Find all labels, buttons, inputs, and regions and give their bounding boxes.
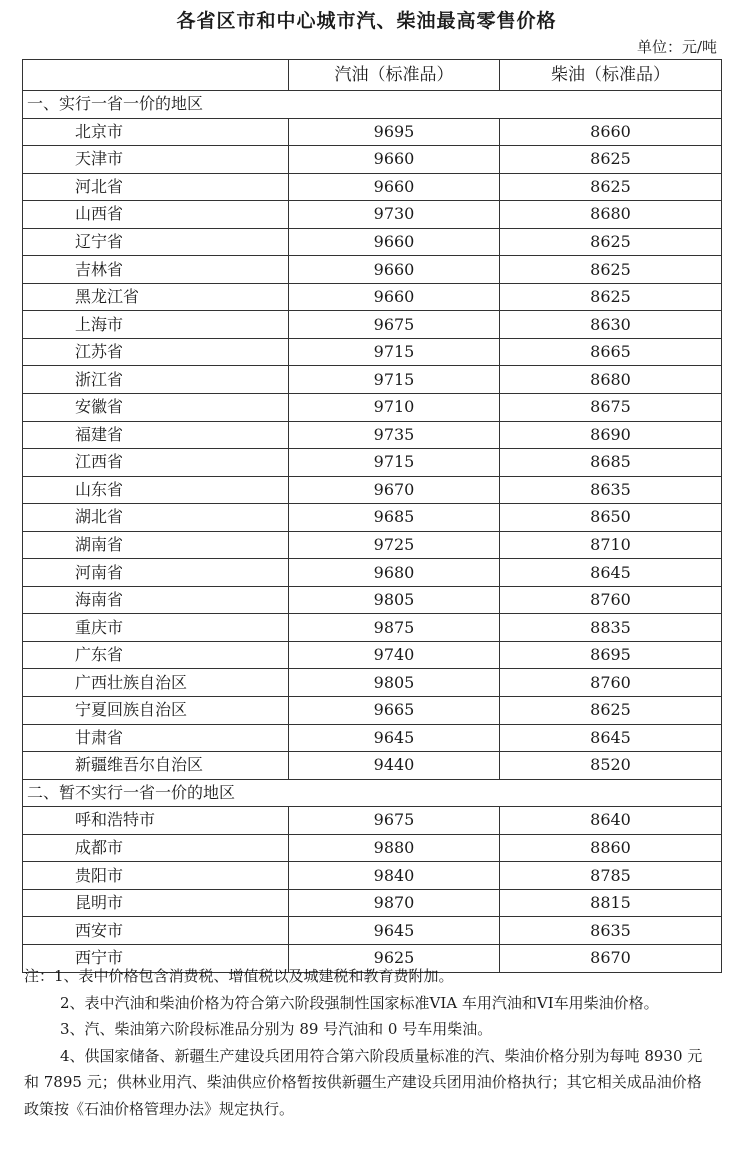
gasoline-price: 9675: [289, 311, 500, 339]
gasoline-price: 9710: [289, 394, 500, 422]
diesel-price: 8640: [500, 807, 722, 835]
note-2: 2、表中汽油和柴油价格为符合第六阶段强制性国家标准VIA 车用汽油和VI车用柴油价格。: [60, 993, 659, 1012]
region-name: 广西壮族自治区: [23, 669, 289, 697]
region-name: 成都市: [23, 834, 289, 862]
gasoline-price: 9675: [289, 807, 500, 835]
table-row: [23, 862, 722, 890]
diesel-price: 8785: [500, 862, 722, 890]
table-row: [23, 614, 722, 642]
table-row: [23, 338, 722, 366]
diesel-price: 8625: [500, 228, 722, 256]
gasoline-price: 9680: [289, 559, 500, 587]
gasoline-price: 9740: [289, 641, 500, 669]
region-name: 湖南省: [23, 531, 289, 559]
diesel-price: 8645: [500, 724, 722, 752]
table-row: [23, 697, 722, 725]
region-name: 贵阳市: [23, 862, 289, 890]
gasoline-price: 9715: [289, 338, 500, 366]
gasoline-price: 9870: [289, 889, 500, 917]
gasoline-price: 9685: [289, 504, 500, 532]
diesel-price: 8660: [500, 118, 722, 146]
gasoline-price: 9805: [289, 586, 500, 614]
table-row: [23, 724, 722, 752]
gasoline-price: 9645: [289, 917, 500, 945]
gasoline-price: 9805: [289, 669, 500, 697]
note-3: 3、汽、柴油第六阶段标准品分别为 89 号汽油和 0 号车用柴油。: [60, 1020, 493, 1038]
section-row: [23, 91, 722, 119]
table-row: [23, 421, 722, 449]
section-row: [23, 779, 722, 807]
gasoline-price: 9665: [289, 697, 500, 725]
diesel-price: 8650: [500, 504, 722, 532]
gasoline-price: 9660: [289, 228, 500, 256]
gasoline-price: 9840: [289, 862, 500, 890]
region-name: 河北省: [23, 173, 289, 201]
section-label: 二、暂不实行一省一价的地区: [23, 779, 722, 807]
diesel-price: 8625: [500, 146, 722, 174]
diesel-price: 8710: [500, 531, 722, 559]
table-row: [23, 531, 722, 559]
price-table-body: [23, 60, 722, 973]
unit-label: 单位：元/吨: [636, 38, 717, 56]
gasoline-price: 9670: [289, 476, 500, 504]
region-name: 江苏省: [23, 338, 289, 366]
gasoline-price: 9625: [289, 944, 500, 972]
diesel-price: 8630: [500, 311, 722, 339]
region-name: 重庆市: [23, 614, 289, 642]
table-row: [23, 173, 722, 201]
gasoline-price: 9880: [289, 834, 500, 862]
diesel-price: 8695: [500, 641, 722, 669]
diesel-price: 8690: [500, 421, 722, 449]
region-name: 吉林省: [23, 256, 289, 284]
table-row: [23, 311, 722, 339]
diesel-price: 8680: [500, 201, 722, 229]
gasoline-price: 9875: [289, 614, 500, 642]
gasoline-price: 9715: [289, 366, 500, 394]
diesel-price: 8635: [500, 476, 722, 504]
note-4: 4、供国家储备、新疆生产建设兵团用符合第六阶段质量标准的汽、柴油价格分别为每吨 8930 元和 7895 元；供林业用汽、柴油供应价格暂按供新疆生产建设兵团用油价格执行；其它相关成品油价格政策按《石油价格管理办法》规定执行。: [24, 1046, 703, 1118]
region-name: 昆明市: [23, 889, 289, 917]
region-name: 湖北省: [23, 504, 289, 532]
region-name: 新疆维吾尔自治区: [23, 752, 289, 780]
diesel-price: 8760: [500, 669, 722, 697]
table-row: [23, 752, 722, 780]
gasoline-price: 9660: [289, 256, 500, 284]
region-name: 福建省: [23, 421, 289, 449]
diesel-price: 8625: [500, 283, 722, 311]
gasoline-price: 9440: [289, 752, 500, 780]
diesel-price: 8860: [500, 834, 722, 862]
region-name: 浙江省: [23, 366, 289, 394]
gasoline-price: 9725: [289, 531, 500, 559]
diesel-price: 8645: [500, 559, 722, 587]
gasoline-price: 9735: [289, 421, 500, 449]
diesel-price: 8815: [500, 889, 722, 917]
table-header-row: [23, 60, 722, 91]
diesel-price: 8835: [500, 614, 722, 642]
table-row: [23, 146, 722, 174]
gasoline-price: 9660: [289, 173, 500, 201]
section-label: 一、实行一省一价的地区: [23, 91, 722, 119]
region-name: 甘肃省: [23, 724, 289, 752]
table-row: [23, 559, 722, 587]
table-row: [23, 586, 722, 614]
region-name: 广东省: [23, 641, 289, 669]
region-name: 上海市: [23, 311, 289, 339]
gasoline-price: 9645: [289, 724, 500, 752]
diesel-price: 8625: [500, 256, 722, 284]
note-1: 注：1、表中价格包含消费税、增值税以及城建税和教育费附加。: [24, 967, 454, 985]
table-row: [23, 641, 722, 669]
region-name: 西宁市: [23, 944, 289, 972]
header-region: [23, 60, 289, 91]
diesel-price: 8665: [500, 338, 722, 366]
region-name: 山西省: [23, 201, 289, 229]
notes: [24, 963, 714, 1122]
table-row: [23, 807, 722, 835]
region-name: 江西省: [23, 449, 289, 477]
table-row: [23, 256, 722, 284]
header-gasoline: 汽油（标准品）: [289, 60, 500, 91]
diesel-price: 8685: [500, 449, 722, 477]
diesel-price: 8760: [500, 586, 722, 614]
table-row: [23, 476, 722, 504]
region-name: 山东省: [23, 476, 289, 504]
price-table: [22, 59, 722, 973]
region-name: 河南省: [23, 559, 289, 587]
table-row: [23, 669, 722, 697]
table-row: [23, 283, 722, 311]
region-name: 黑龙江省: [23, 283, 289, 311]
diesel-price: 8625: [500, 173, 722, 201]
gasoline-price: 9660: [289, 283, 500, 311]
table-row: [23, 449, 722, 477]
diesel-price: 8670: [500, 944, 722, 972]
region-name: 海南省: [23, 586, 289, 614]
document-title: 各省区市和中心城市汽、柴油最高零售价格: [176, 10, 557, 32]
gasoline-price: 9730: [289, 201, 500, 229]
table-row: [23, 228, 722, 256]
table-row: [23, 394, 722, 422]
header-diesel: 柴油（标准品）: [500, 60, 722, 91]
diesel-price: 8635: [500, 917, 722, 945]
table-row: [23, 201, 722, 229]
region-name: 宁夏回族自治区: [23, 697, 289, 725]
gasoline-price: 9695: [289, 118, 500, 146]
table-row: [23, 834, 722, 862]
region-name: 呼和浩特市: [23, 807, 289, 835]
table-row: [23, 118, 722, 146]
region-name: 西安市: [23, 917, 289, 945]
region-name: 天津市: [23, 146, 289, 174]
diesel-price: 8675: [500, 394, 722, 422]
diesel-price: 8680: [500, 366, 722, 394]
diesel-price: 8520: [500, 752, 722, 780]
table-row: [23, 917, 722, 945]
table-row: [23, 504, 722, 532]
diesel-price: 8625: [500, 697, 722, 725]
gasoline-price: 9715: [289, 449, 500, 477]
table-row: [23, 889, 722, 917]
gasoline-price: 9660: [289, 146, 500, 174]
region-name: 安徽省: [23, 394, 289, 422]
table-row: [23, 366, 722, 394]
region-name: 辽宁省: [23, 228, 289, 256]
region-name: 北京市: [23, 118, 289, 146]
